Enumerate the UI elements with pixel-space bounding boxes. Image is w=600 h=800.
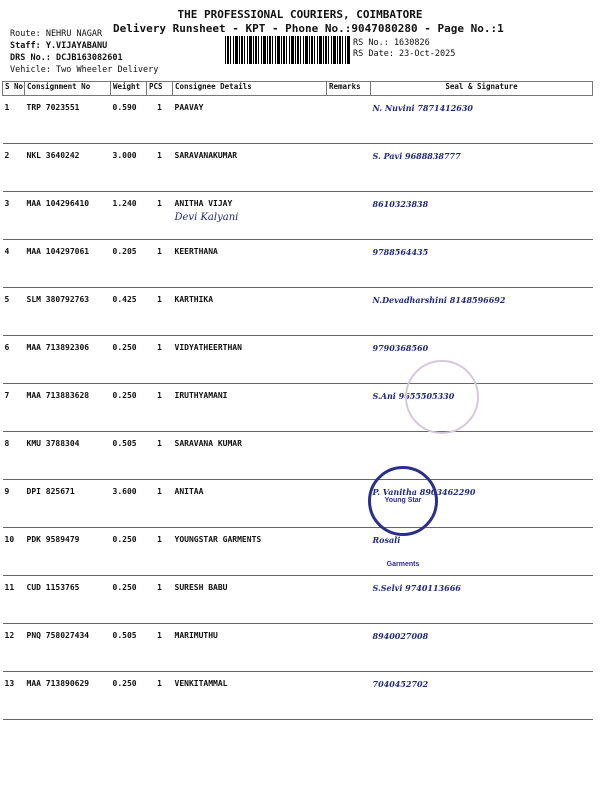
cell-pcs: 1: [147, 288, 173, 336]
cell-signature: S.Ani 9655505330: [371, 384, 593, 432]
cell-consignment: KMU 3788304: [25, 432, 111, 480]
cell-remarks: [327, 432, 371, 480]
cell-consignee: [173, 480, 327, 528]
cell-consignment: PNQ 758027434: [25, 624, 111, 672]
cell-consignee: [173, 240, 327, 288]
cell-sno: 2: [3, 144, 25, 192]
cell-signature: P. Vanitha 8903462290: [371, 480, 593, 528]
consignee-name: YOUNGSTAR GARMENTS: [174, 535, 262, 544]
cell-pcs: 1: [147, 576, 173, 624]
cell-consignee: [173, 144, 327, 192]
consignee-name: SARAVANA KUMAR: [174, 439, 242, 448]
barcode: [225, 36, 351, 64]
cell-consignment: SLM 380792763: [25, 288, 111, 336]
cell-remarks: [327, 480, 371, 528]
cell-sno: 10: [3, 528, 25, 576]
cell-signature: 8940027008: [371, 624, 593, 672]
cell-remarks: [327, 144, 371, 192]
cell-pcs: 1: [147, 192, 173, 240]
cell-pcs: 1: [147, 432, 173, 480]
cell-weight: 0.250: [111, 336, 147, 384]
cell-sno: 8: [3, 432, 25, 480]
table-row: [3, 96, 593, 144]
table-row: [3, 672, 593, 720]
cell-sno: 4: [3, 240, 25, 288]
table-row: [3, 432, 593, 480]
cell-weight: 0.250: [111, 384, 147, 432]
cell-consignment: CUD 1153765: [25, 576, 111, 624]
consignee-name: PAAVAY: [174, 103, 204, 112]
cell-consignment: PDK 9589479: [25, 528, 111, 576]
col-consignee: Consignee Details: [173, 82, 327, 96]
cell-remarks: [327, 192, 371, 240]
cell-sno: 3: [3, 192, 25, 240]
cell-consignment: MAA 713892306: [25, 336, 111, 384]
cell-weight: 3.600: [111, 480, 147, 528]
cell-pcs: 1: [147, 144, 173, 192]
cell-pcs: 1: [147, 480, 173, 528]
cell-signature: Rosali: [371, 528, 593, 576]
col-remarks: Remarks: [327, 82, 371, 96]
route-label: Route: NEHRU NAGAR: [10, 29, 103, 39]
cell-pcs: 1: [147, 336, 173, 384]
col-sno: S No: [3, 82, 25, 96]
handwritten-note: Devi Kalyani: [174, 212, 239, 223]
faint-stamp: [405, 360, 479, 434]
rs-number: RS No.: 1630826: [353, 38, 430, 48]
cell-weight: 1.240: [111, 192, 147, 240]
cell-consignee: [173, 528, 327, 576]
cell-remarks: [327, 96, 371, 144]
cell-pcs: 1: [147, 624, 173, 672]
vehicle-label: Vehicle: Two Wheeler Delivery: [10, 65, 159, 75]
cell-consignee: [173, 192, 327, 240]
cell-pcs: 1: [147, 240, 173, 288]
cell-remarks: [327, 528, 371, 576]
cell-consignee: [173, 288, 327, 336]
cell-sno: 13: [3, 672, 25, 720]
consignee-name: VENKITAMMAL: [174, 679, 228, 688]
cell-weight: 0.425: [111, 288, 147, 336]
consignee-name: VIDYATHEERTHAN: [174, 343, 242, 352]
rs-date: RS Date: 23-Oct-2025: [353, 49, 456, 59]
col-seal-signature: Seal & Signature: [371, 82, 593, 96]
cell-remarks: [327, 240, 371, 288]
cell-remarks: [327, 672, 371, 720]
cell-consignment: TRP 7023551: [25, 96, 111, 144]
consignee-name: SURESH BABU: [174, 583, 228, 592]
company-seal-stamp: Young Star Garments: [368, 466, 438, 536]
cell-sno: 12: [3, 624, 25, 672]
consignee-name: IRUTHYAMANI: [174, 391, 228, 400]
consignee-name: MARIMUTHU: [174, 631, 218, 640]
cell-remarks: [327, 336, 371, 384]
table-row: [3, 480, 593, 528]
col-consignment: Consignment No: [25, 82, 111, 96]
cell-weight: 0.205: [111, 240, 147, 288]
cell-consignee: [173, 624, 327, 672]
table-row: [3, 192, 593, 240]
cell-consignment: MAA 713883628: [25, 384, 111, 432]
cell-signature: S. Pavi 9688838777: [371, 144, 593, 192]
col-pcs: PCS: [147, 82, 173, 96]
cell-consignee: [173, 96, 327, 144]
cell-weight: 0.250: [111, 672, 147, 720]
table-row: [3, 384, 593, 432]
table-row: [3, 288, 593, 336]
cell-signature: S.Selvi 9740113666: [371, 576, 593, 624]
cell-weight: 3.000: [111, 144, 147, 192]
cell-consignee: [173, 576, 327, 624]
consignee-name: KARTHIKA: [174, 295, 214, 304]
cell-weight: 0.505: [111, 624, 147, 672]
cell-remarks: [327, 384, 371, 432]
cell-weight: 0.250: [111, 528, 147, 576]
runsheet-title: Delivery Runsheet - KPT - Phone No.:9047080280 - Page No.:1: [113, 22, 504, 35]
cell-signature: 9788564435: [371, 240, 593, 288]
cell-weight: 0.250: [111, 576, 147, 624]
consignee-name: ANITHA VIJAY: [174, 199, 233, 208]
cell-signature: 9790368560: [371, 336, 593, 384]
cell-signature: N. Nuvini 7871412630: [371, 96, 593, 144]
cell-sno: 11: [3, 576, 25, 624]
cell-consignee: [173, 672, 327, 720]
cell-signature: N.Devadharshini 8148596692: [371, 288, 593, 336]
table-header: [3, 82, 593, 96]
staff-label: Staff: Y.VIJAYABANU: [10, 41, 108, 51]
consignee-name: SARAVANAKUMAR: [174, 151, 238, 160]
cell-sno: 9: [3, 480, 25, 528]
consignee-name: KEERTHANA: [174, 247, 218, 256]
cell-consignment: MAA 713890629: [25, 672, 111, 720]
table-row: [3, 240, 593, 288]
cell-sno: 1: [3, 96, 25, 144]
cell-pcs: 1: [147, 384, 173, 432]
cell-consignment: NKL 3640242: [25, 144, 111, 192]
table-row: [3, 576, 593, 624]
cell-consignee: [173, 336, 327, 384]
drs-label: DRS No.: DCJB163082601: [10, 53, 123, 63]
cell-sno: 7: [3, 384, 25, 432]
cell-consignee: [173, 432, 327, 480]
cell-remarks: [327, 288, 371, 336]
col-weight: Weight: [111, 82, 147, 96]
cell-weight: 0.590: [111, 96, 147, 144]
cell-pcs: 1: [147, 528, 173, 576]
table-row: [3, 144, 593, 192]
cell-pcs: 1: [147, 96, 173, 144]
cell-sno: 5: [3, 288, 25, 336]
cell-consignment: MAA 104297061: [25, 240, 111, 288]
cell-weight: 0.505: [111, 432, 147, 480]
cell-pcs: 1: [147, 672, 173, 720]
cell-signature: 7040452702: [371, 672, 593, 720]
table-row: [3, 528, 593, 576]
cell-consignment: DPI 825671: [25, 480, 111, 528]
table-row: [3, 336, 593, 384]
cell-sno: 6: [3, 336, 25, 384]
consignee-name: ANITAA: [174, 487, 204, 496]
company-title: THE PROFESSIONAL COURIERS, COIMBATORE: [177, 8, 423, 21]
runsheet-table: [2, 81, 593, 720]
cell-consignee: [173, 384, 327, 432]
cell-signature: 8610323838: [371, 192, 593, 240]
cell-remarks: [327, 624, 371, 672]
cell-consignment: MAA 104296410: [25, 192, 111, 240]
table-row: [3, 624, 593, 672]
cell-remarks: [327, 576, 371, 624]
